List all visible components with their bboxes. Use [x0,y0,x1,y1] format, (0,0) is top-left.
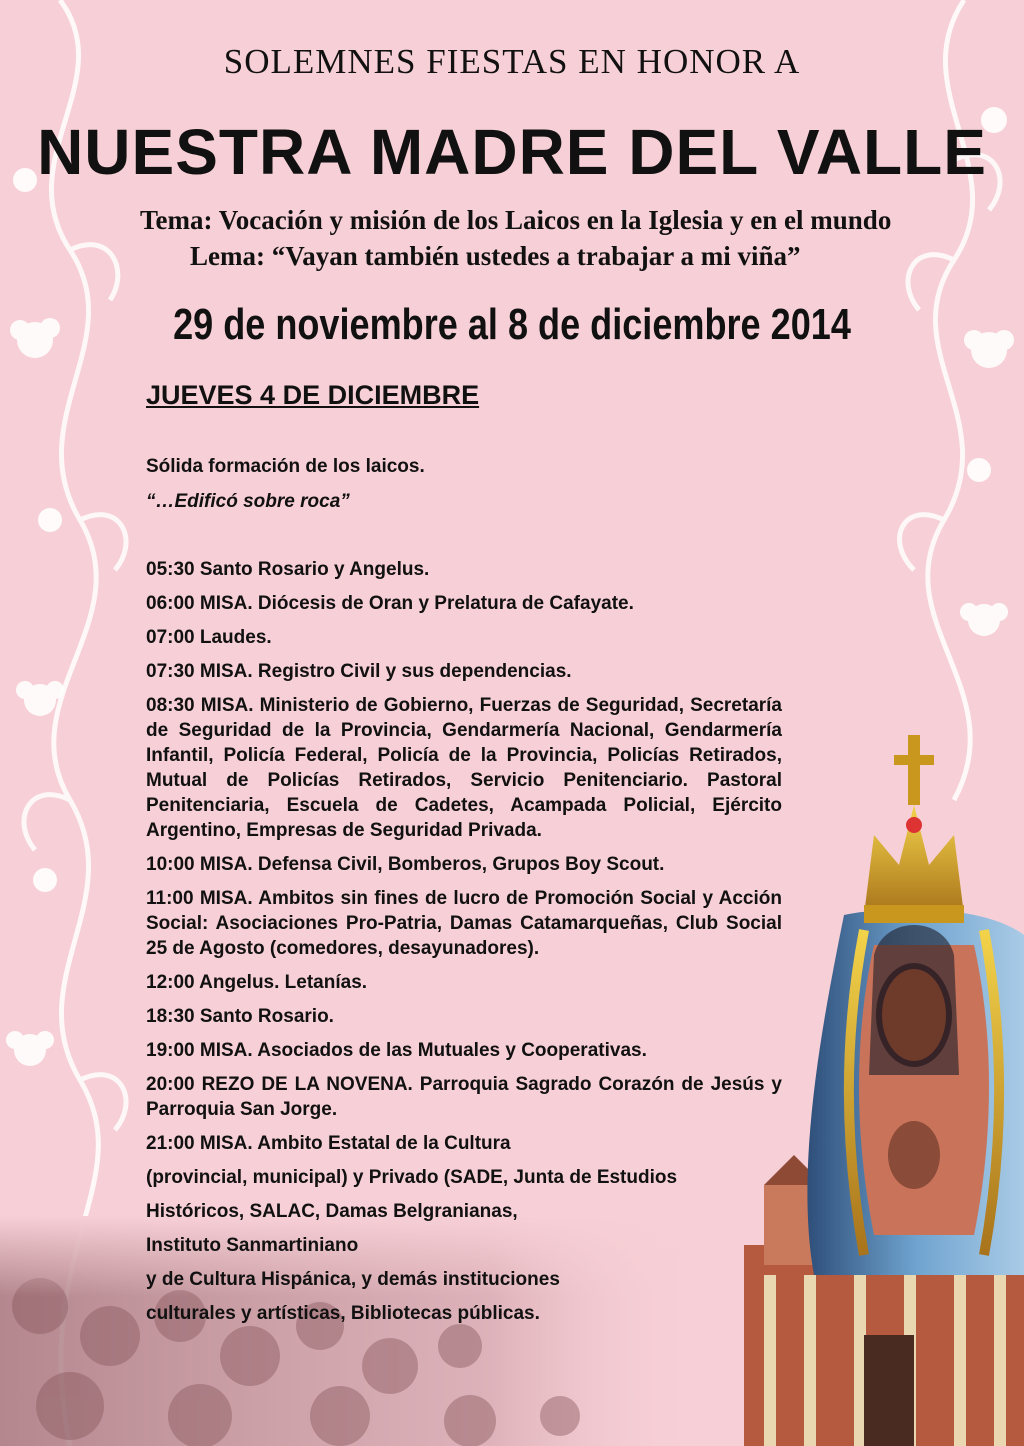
schedule-entry-0730: 07:30 MISA. Registro Civil y sus dependencias. [146,661,572,682]
schedule-entry-2100-line: y de Cultura Hispánica, y demás instituciones [146,1269,560,1290]
schedule-entry-2000: 20:00 REZO DE LA NOVENA. Parroquia Sagrado Corazón de Jesús y Parroquia San Jorge. [146,1074,782,1120]
tema-line: Tema: Vocación y misión de los Laicos en la Iglesia y en el mundo [140,205,892,235]
schedule-entry-1200: 12:00 Angelus. Letanías. [146,972,368,993]
schedule-entry-0830: 08:30 MISA. Ministerio de Gobierno, Fuerzas de Seguridad, Secretaría de Seguridad de la Provincia, Gendarmería Nacional, Gendarmería Infantil, Policía Federal, Policía de la Provincia, Policías Retirados, Mutual de Policías Retirados, Servicio Penitenciario. Pastoral Penitenciaria, Escuela de Cadetes, Acampada Policial, Ejército Argentino, Empresas de Seguridad Privada. [146,695,782,841]
schedule-entry-2100-line: culturales y artísticas, Bibliotecas públicas. [146,1303,540,1324]
schedule-entry-0700: 07:00 Laudes. [146,627,272,648]
schedule-list [146,557,782,1340]
day-subtitle: Sólida formación de los laicos. [146,456,425,477]
page-title: NUESTRA MADRE DEL VALLE [37,116,987,188]
schedule-entry-2100-line: Instituto Sanmartiniano [146,1235,359,1256]
schedule-entry-2100-line: (provincial, municipal) y Privado (SADE, Junta de Estudios [146,1167,678,1188]
header-line1: SOLEMNES FIESTAS EN HONOR A [223,42,801,81]
schedule-entry-1000: 10:00 MISA. Defensa Civil, Bomberos, Grupos Boy Scout. [146,854,665,875]
day-quote: “…Edificó sobre roca” [146,491,350,512]
schedule-entry-2100-line: 21:00 MISA. Ambito Estatal de la Cultura [146,1133,511,1154]
lema-line: Lema: “Vayan también ustedes a trabajar a mi viña” [190,241,801,271]
schedule-entry-1100: 11:00 MISA. Ambitos sin fines de lucro de Promoción Social y Acción Social: Asociaciones Pro-Patria, Damas Catamarqueñas, Club Social 25 de Agosto (comedores, desayunadores). [146,888,782,959]
schedule-entry-1830: 18:30 Santo Rosario. [146,1006,334,1027]
event-dates: 29 de noviembre al 8 de diciembre 2014 [173,300,851,349]
schedule-entry-0530: 05:30 Santo Rosario y Angelus. [146,559,430,580]
schedule-entry-0600: 06:00 MISA. Diócesis de Oran y Prelatura de Cafayate. [146,593,634,614]
day-heading: JUEVES 4 DE DICIEMBRE [146,380,480,410]
schedule-entry-2100-line: Históricos, SALAC, Damas Belgranianas, [146,1201,518,1222]
schedule-entry-2100 [146,1127,782,1331]
schedule-entry-1900: 19:00 MISA. Asociados de las Mutuales y Cooperativas. [146,1040,647,1061]
